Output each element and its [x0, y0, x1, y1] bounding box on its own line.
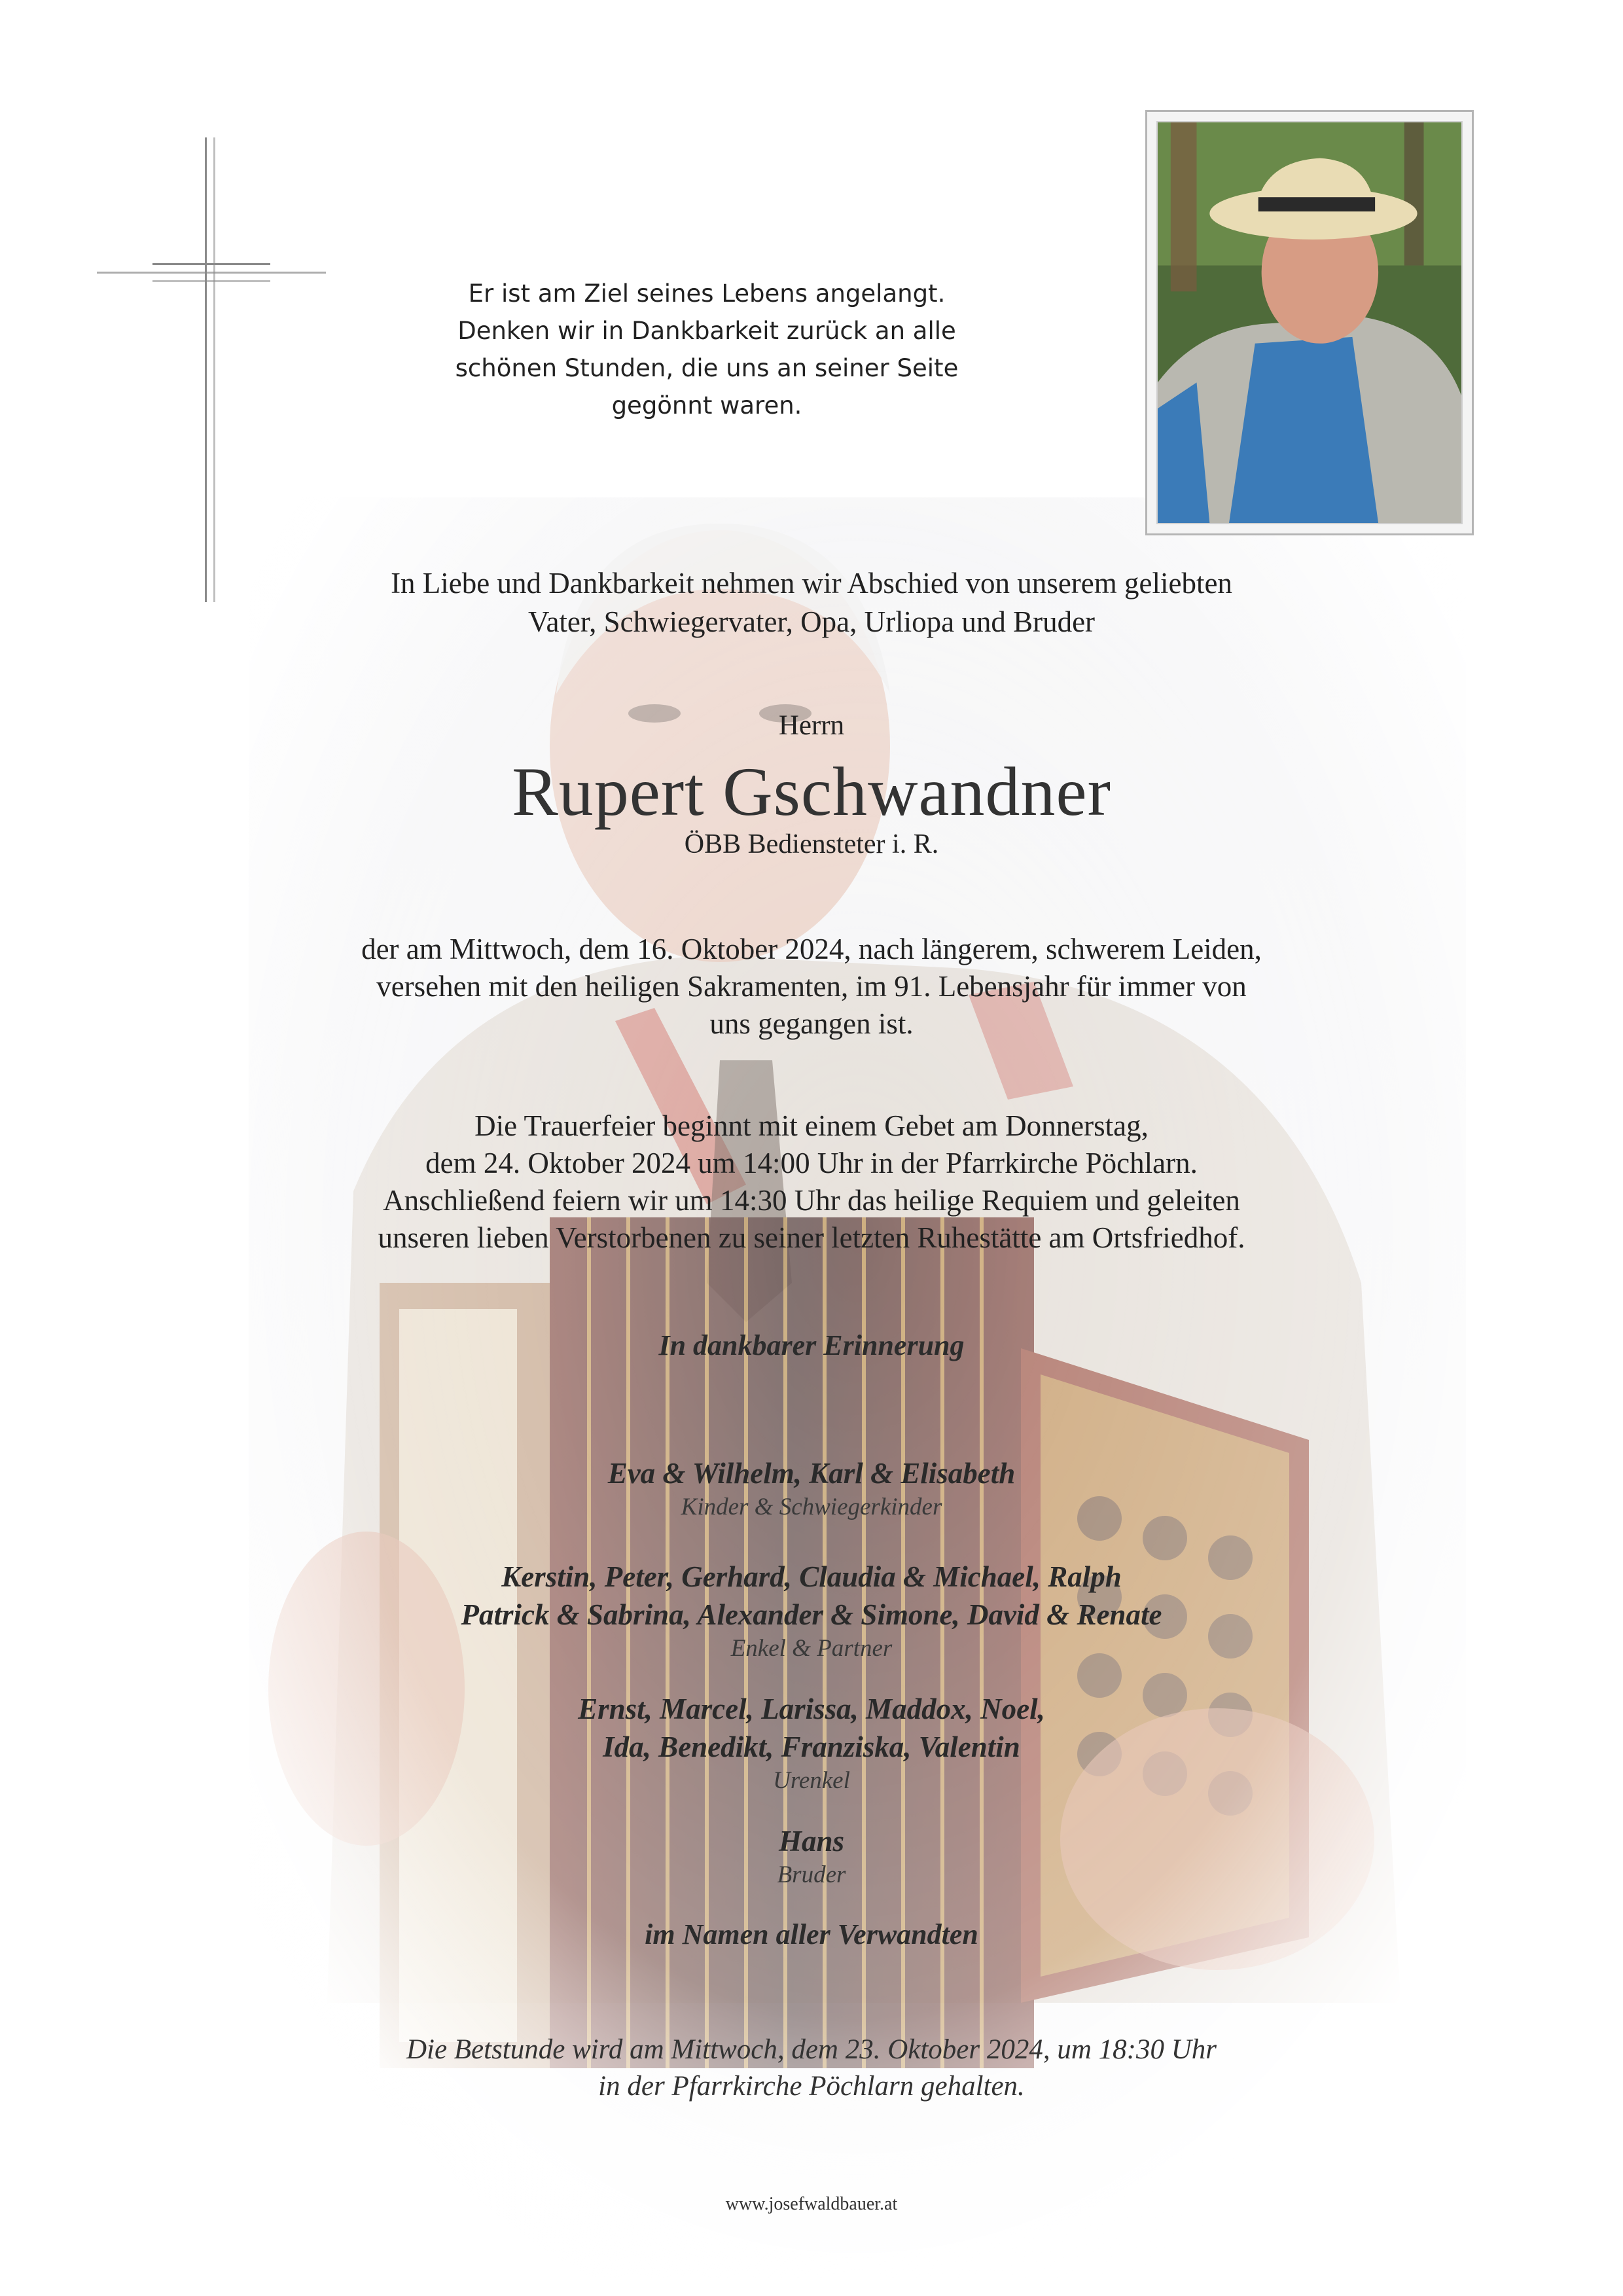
portrait-photo [1156, 121, 1463, 524]
verse-line: gegönnt waren. [611, 391, 802, 420]
family-relation: Kinder & Schwiegerkinder [681, 1494, 942, 1520]
memory-heading: In dankbarer Erinnerung [658, 1329, 965, 1361]
death-notice [236, 931, 1387, 1043]
deceased-occupation: ÖBB Bediensteter i. R. [684, 829, 939, 859]
farewell-line: In Liebe und Dankbarkeit nehmen wir Abschied von unserem geliebten [391, 567, 1232, 600]
prayer-notice-line: Die Betstunde wird am Mittwoch, dem 23. Oktober 2024, um 18:30 Uhr [406, 2034, 1217, 2065]
farewell-line: Vater, Schwiegervater, Opa, Urliopa und Bruder [527, 605, 1096, 638]
family-names: Eva & Wilhelm, Karl & Elisabeth [607, 1457, 1016, 1490]
family-group-children [288, 1454, 1335, 1522]
family-relation: Urenkel [773, 1767, 850, 1794]
verse-line: Denken wir in Dankbarkeit zurück an alle [457, 317, 956, 345]
family-group-sibling [288, 1822, 1335, 1890]
farewell-text [236, 564, 1387, 641]
portrait-photo-frame [1145, 110, 1474, 535]
funeral-notice [236, 1107, 1387, 1257]
family-names: Kerstin, Peter, Gerhard, Claudia & Michael, Ralph [501, 1560, 1122, 1593]
on-behalf-line: im Namen aller Verwandten [645, 1918, 978, 1950]
prayer-notice-line: in der Pfarrkirche Pöchlarn gehalten. [598, 2071, 1025, 2102]
death-notice-line: uns gegangen ist. [709, 1007, 914, 1040]
website-link[interactable]: www.josefwaldbauer.at [725, 2194, 898, 2214]
funeral-notice-line: Anschließend feiern wir um 14:30 Uhr das heilige Requiem und geleiten [383, 1184, 1240, 1217]
cross-icon [97, 137, 326, 602]
prayer-notice [288, 2032, 1335, 2105]
death-notice-line: versehen mit den heiligen Sakramenten, im 91. Lebensjahr für immer von [376, 970, 1247, 1003]
deceased-name: Rupert Gschwandner [512, 753, 1111, 830]
family-group-grandchildren [288, 1558, 1335, 1664]
verse-line: schönen Stunden, die uns an seiner Seite [455, 354, 959, 382]
family-relation: Enkel & Partner [730, 1635, 893, 1662]
verse-line: Er ist am Ziel seines Lebens angelangt. [468, 279, 946, 308]
verse [386, 275, 1027, 424]
family-names: Ernst, Marcel, Larissa, Maddox, Noel, [578, 1693, 1045, 1725]
death-notice-line: der am Mittwoch, dem 16. Oktober 2024, nach längerem, schwerem Leiden, [361, 933, 1262, 965]
funeral-notice-line: unseren lieben Verstorbenen zu seiner letzten Ruhestätte am Ortsfriedhof. [378, 1221, 1245, 1254]
family-names: Hans [778, 1825, 845, 1857]
family-relation: Bruder [777, 1861, 846, 1888]
funeral-notice-line: dem 24. Oktober 2024 um 14:00 Uhr in der Pfarrkirche Pöchlarn. [425, 1147, 1198, 1179]
funeral-notice-line: Die Trauerfeier beginnt mit einem Gebet am Donnerstag, [474, 1109, 1149, 1142]
family-group-great-grandchildren [288, 1690, 1335, 1796]
salutation: Herrn [778, 710, 845, 741]
family-names: Patrick & Sabrina, Alexander & Simone, David & Renate [461, 1598, 1162, 1631]
family-names: Ida, Benedikt, Franziska, Valentin [603, 1731, 1020, 1763]
